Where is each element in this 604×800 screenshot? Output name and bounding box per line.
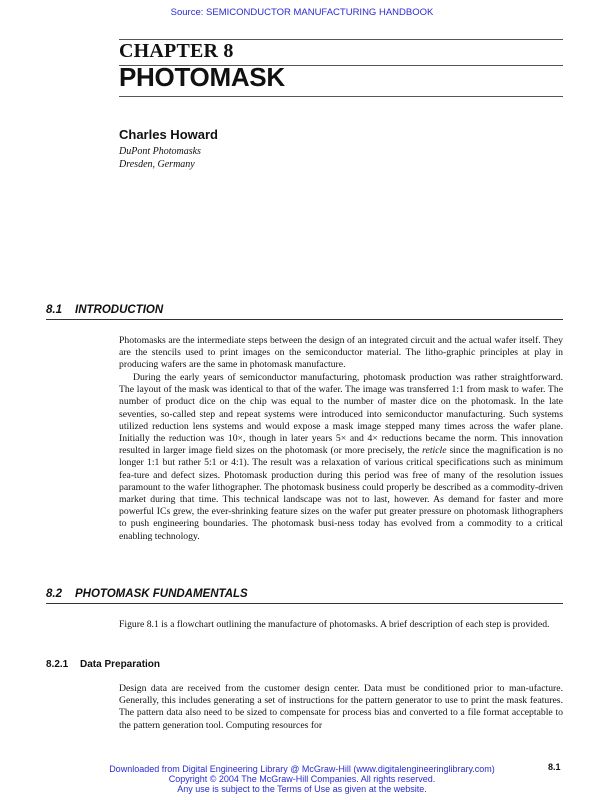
intro-paragraph-1: Photomasks are the intermediate steps between the design of an integrated circuit and the actual wafer itself. They are the stencils used to print images on the semiconductor material. The litho-graphic principles at play in producing wafers are the same in photomask manufacture. — [119, 335, 563, 371]
footer-download-link[interactable]: Downloaded from Digital Engineering Library @ McGraw-Hill (www.digitalengineeringlibrary.com) — [109, 764, 495, 774]
section-heading-8-2 — [46, 588, 248, 600]
author-company: DuPont Photomasks — [119, 146, 201, 157]
intro-paragraph-2 — [119, 372, 563, 543]
page-number: 8.1 — [548, 762, 561, 772]
footer-copyright[interactable]: Copyright © 2004 The McGraw-Hill Companies. All rights reserved. — [168, 774, 436, 784]
author-name: Charles Howard — [119, 127, 218, 142]
chapter-bottom-rule — [119, 96, 563, 97]
section-rule — [46, 319, 563, 320]
fundamentals-paragraph: Figure 8.1 is a flowchart outlining the manufacture of photomasks. A brief description of each step is provided. — [119, 619, 550, 630]
footer-terms-link[interactable]: Any use is subject to the Terms of Use as given at the website. — [177, 784, 427, 794]
section-rule — [46, 603, 563, 604]
subsection-number: 8.2.1 — [46, 659, 69, 670]
data-preparation-paragraph: Design data are received from the customer design center. Data must be conditioned prior to man-ufacture. Generally, this includes generating a set of instructions for the pattern generator to use to print the mask features. The pattern data also need to be sized to compensate for process bias and converted to a file format acceptable to the pattern generation tool. Computing resources for — [119, 683, 563, 731]
section-heading-8-1 — [46, 304, 163, 316]
subsection-title: Data Preparation — [80, 659, 161, 670]
intro-paragraph-2-part-2: since the magnification is no longer 1:1 but rather 5:1 or 4:1). The result was a relaxation of various critical specifications such as minimum fea-ture and defect sizes. Photomask production during this period was free of many of the resolution issues paramount to the wafer lithographer. The photomask business could properly be described as a commodity-driven market during that time. This technical landscape was not to last, however. As demand for faster and more powerful ICs grew, the ever-shrinking feature sizes on the wafer put greater pressure on photomask lithographers to push engineering boundaries. The photomask busi-ness today has evolved from a commodity to a critical enabling technology. — [119, 445, 563, 542]
section-title: INTRODUCTION — [75, 304, 164, 316]
chapter-number: CHAPTER 8 — [119, 40, 234, 62]
subsection-heading-8-2-1 — [46, 659, 160, 670]
section-number: 8.1 — [46, 304, 62, 316]
intro-paragraph-2-part-1: During the early years of semiconductor manufacturing, photomask production was rather straightforward. The layout of the mask was identical to that of the wafer. The image was transferred 1:1 from mask to wafer. The number of product dice on the chip was equal to the number of master dice on the photomask. In the late seventies, so-called step and repeat systems were introduced into semiconductor manufacturing. Such systems utilized reduction lens systems and would expose a mask image stepped many times across the wafer plane. Initially the reduction was 10×, though in later years 5× and 4× reductions became the norm. This innovation resulted in larger image field sizes on the photomask (or more precisely, the — [119, 372, 563, 457]
section-title: PHOTOMASK FUNDAMENTALS — [75, 588, 248, 600]
section-number: 8.2 — [46, 588, 62, 600]
chapter-title: PHOTOMASK — [119, 62, 285, 92]
author-location: Dresden, Germany — [119, 159, 195, 170]
reticle-term: reticle — [422, 445, 447, 457]
source-line[interactable]: Source: SEMICONDUCTOR MANUFACTURING HANDBOOK — [170, 7, 434, 18]
